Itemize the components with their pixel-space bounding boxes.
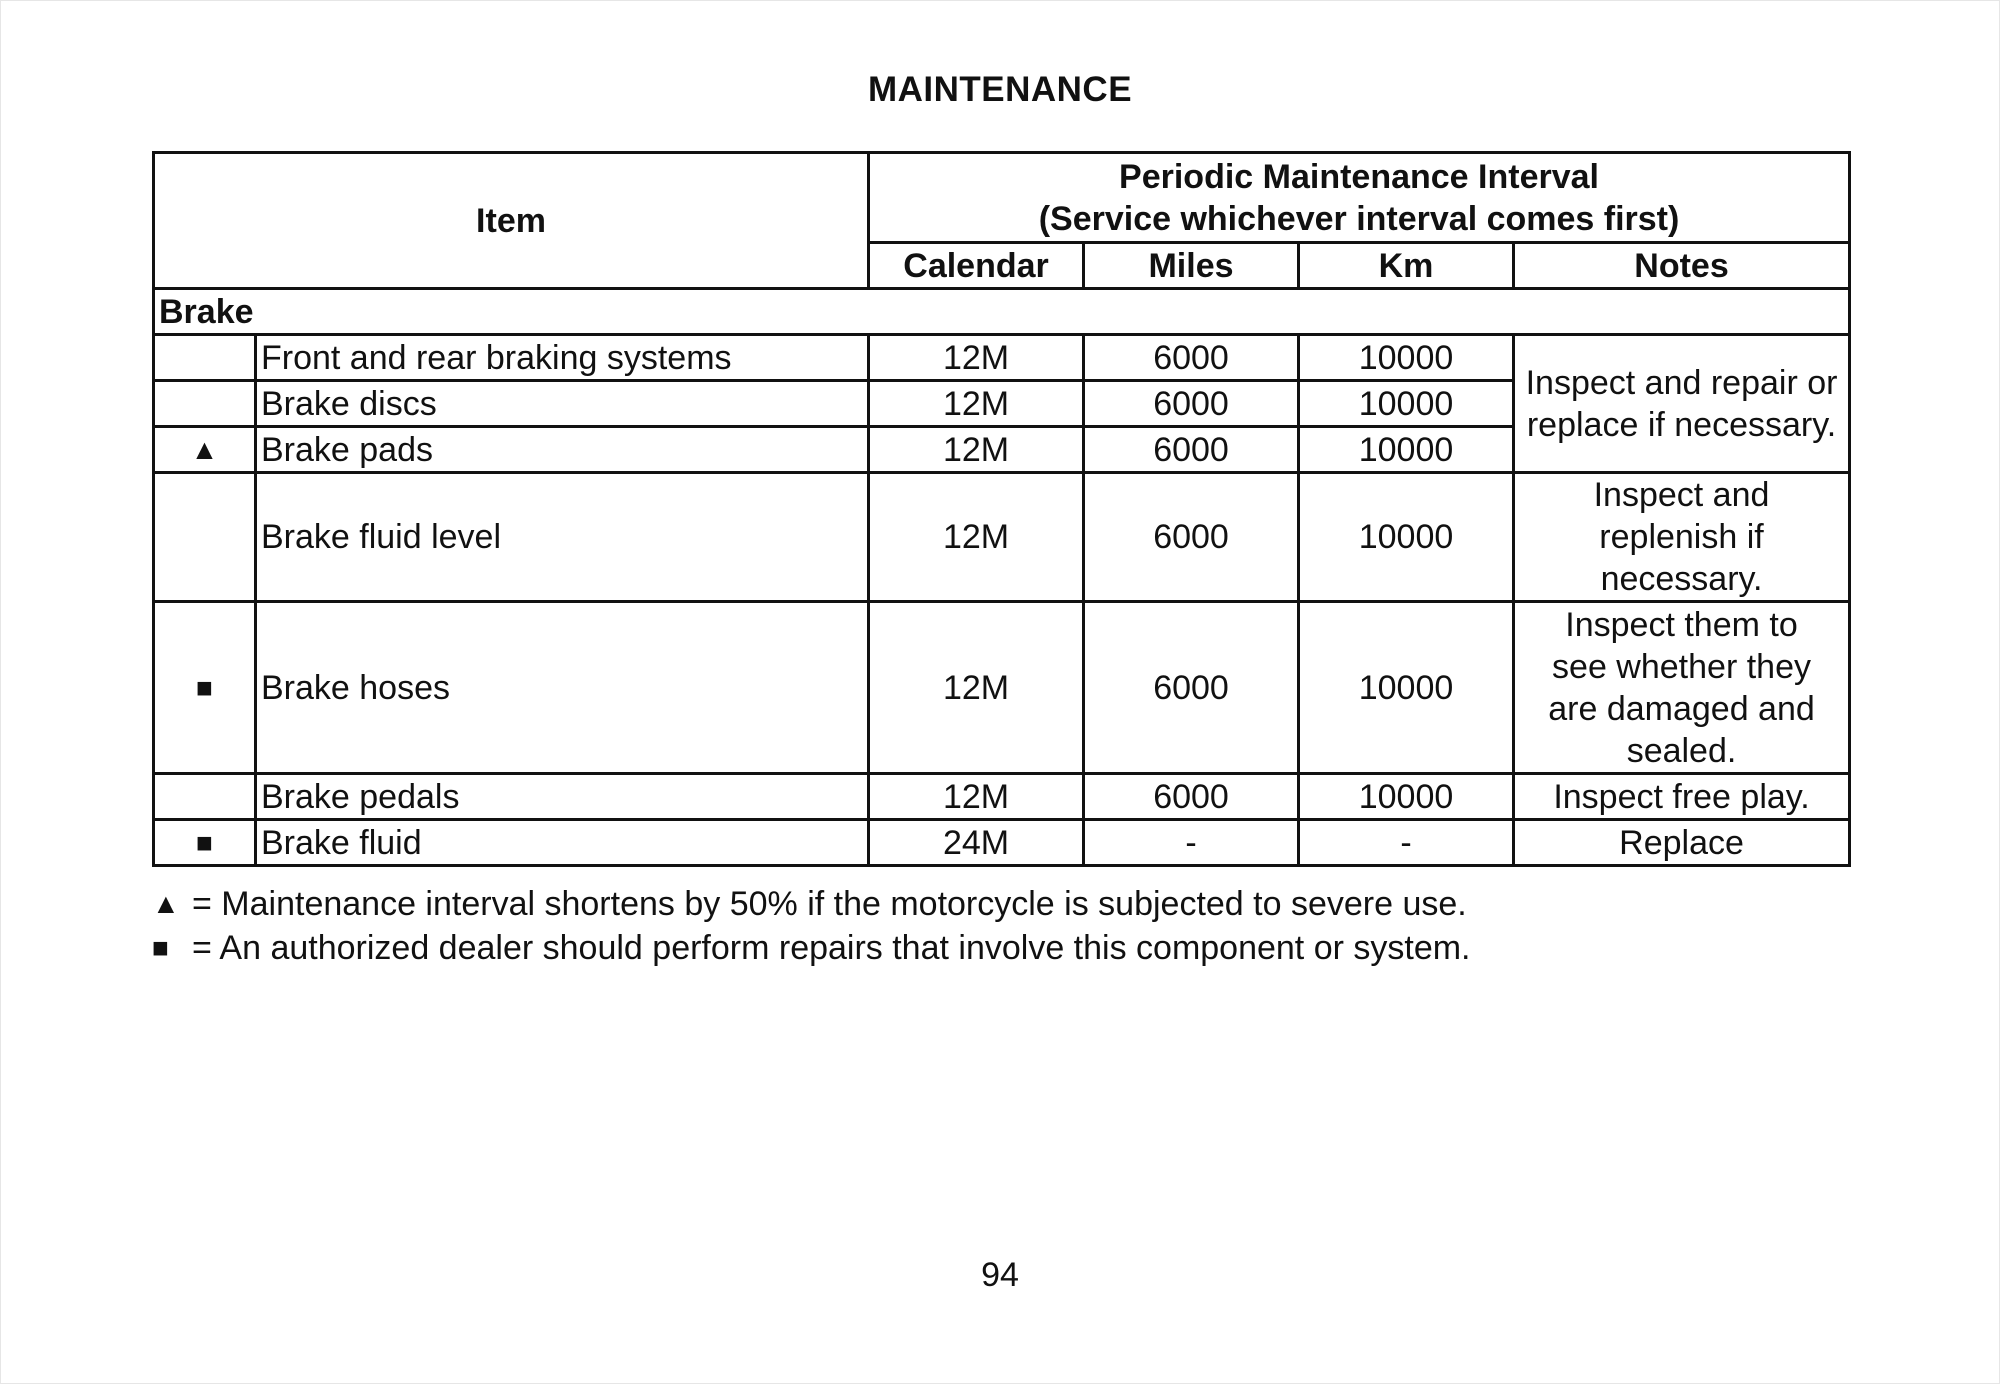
legend-item xyxy=(152,882,1471,926)
square-icon: ■ xyxy=(152,932,169,963)
note-line: replace if necessary. xyxy=(1526,405,1837,444)
row-item: Brake pads xyxy=(256,427,869,473)
triangle-icon: ▲ xyxy=(154,427,256,473)
note-line: Inspect and xyxy=(1593,476,1770,514)
table-row xyxy=(154,774,1850,820)
row-notes xyxy=(1514,602,1850,774)
header-interval-line2: (Service whichever interval comes first) xyxy=(1038,199,1680,238)
square-icon: ■ xyxy=(154,820,256,866)
header-calendar: Calendar xyxy=(869,243,1084,289)
table-row xyxy=(154,335,1850,381)
row-symbol xyxy=(154,335,256,381)
legend-text: = An authorized dealer should perform repairs that involve this component or system. xyxy=(192,929,1471,967)
legend-item xyxy=(152,926,1471,970)
row-miles: - xyxy=(1084,820,1299,866)
row-miles: 6000 xyxy=(1084,335,1299,381)
header-interval-line1: Periodic Maintenance Interval xyxy=(1119,157,1599,196)
header-miles: Miles xyxy=(1084,243,1299,289)
row-calendar: 12M xyxy=(869,381,1084,427)
legend xyxy=(152,882,1471,970)
note-line: are damaged and xyxy=(1548,689,1815,728)
row-symbol xyxy=(154,774,256,820)
row-calendar: 24M xyxy=(869,820,1084,866)
header-notes: Notes xyxy=(1514,243,1850,289)
row-notes-shared xyxy=(1514,335,1850,473)
row-notes xyxy=(1514,820,1850,866)
page-number: 94 xyxy=(981,1256,1019,1294)
legend-text: = Maintenance interval shortens by 50% if the motorcycle is subjected to severe use. xyxy=(192,885,1467,923)
row-km: 10000 xyxy=(1299,335,1514,381)
note-line: replenish if xyxy=(1599,518,1764,556)
row-symbol xyxy=(154,381,256,427)
table-row xyxy=(154,473,1850,602)
category-row: Brake xyxy=(154,289,1850,335)
note-line: necessary. xyxy=(1600,560,1763,598)
row-km: 10000 xyxy=(1299,473,1514,602)
row-km: 10000 xyxy=(1299,602,1514,774)
row-item: Brake hoses xyxy=(256,602,869,774)
row-item: Brake fluid xyxy=(256,820,869,866)
row-miles: 6000 xyxy=(1084,381,1299,427)
row-km: - xyxy=(1299,820,1514,866)
note-line: Inspect them to xyxy=(1565,605,1798,644)
note-line: see whether they xyxy=(1552,647,1811,686)
row-item: Brake fluid level xyxy=(256,473,869,602)
row-km: 10000 xyxy=(1299,381,1514,427)
note-line: sealed. xyxy=(1626,731,1737,770)
row-km: 10000 xyxy=(1299,774,1514,820)
triangle-icon: ▲ xyxy=(152,888,180,919)
table-row xyxy=(154,602,1850,774)
row-calendar: 12M xyxy=(869,774,1084,820)
row-item: Front and rear braking systems xyxy=(256,335,869,381)
note-line: Replace xyxy=(1619,823,1744,862)
row-miles: 6000 xyxy=(1084,602,1299,774)
header-km: Km xyxy=(1299,243,1514,289)
note-line: Inspect and repair or xyxy=(1525,363,1838,402)
row-item: Brake discs xyxy=(256,381,869,427)
row-calendar: 12M xyxy=(869,473,1084,602)
row-calendar: 12M xyxy=(869,602,1084,774)
row-miles: 6000 xyxy=(1084,473,1299,602)
header-interval xyxy=(869,153,1850,243)
row-symbol xyxy=(154,473,256,602)
row-miles: 6000 xyxy=(1084,774,1299,820)
row-km: 10000 xyxy=(1299,427,1514,473)
maintenance-table xyxy=(152,151,1851,867)
row-calendar: 12M xyxy=(869,335,1084,381)
row-miles: 6000 xyxy=(1084,427,1299,473)
row-notes xyxy=(1514,473,1850,602)
page-title: MAINTENANCE xyxy=(867,70,1133,109)
square-icon: ■ xyxy=(154,602,256,774)
row-calendar: 12M xyxy=(869,427,1084,473)
note-line: Inspect free play. xyxy=(1553,777,1810,816)
row-notes xyxy=(1514,774,1850,820)
header-item: Item xyxy=(154,153,869,289)
row-item: Brake pedals xyxy=(256,774,869,820)
table-row xyxy=(154,820,1850,866)
